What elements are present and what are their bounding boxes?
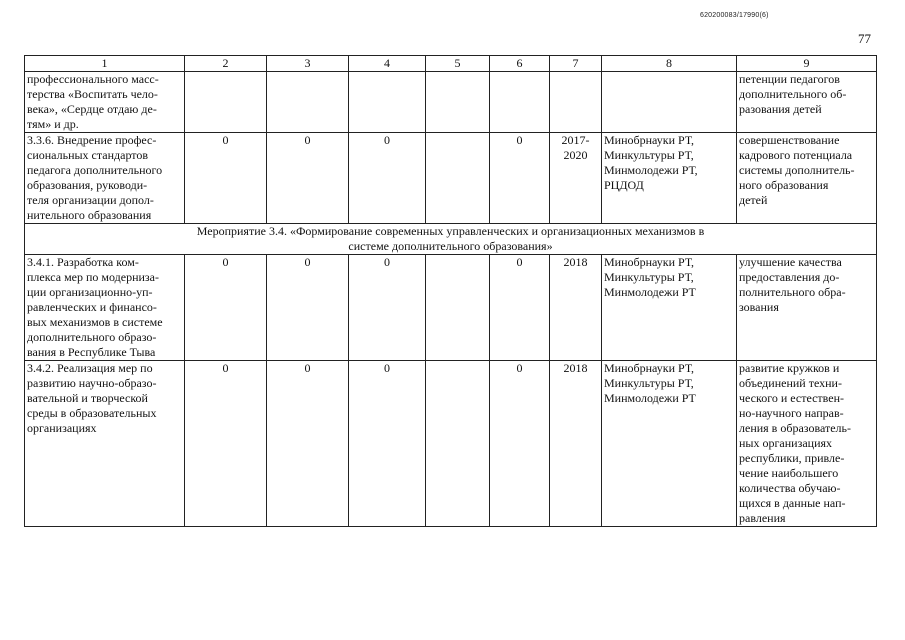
cell-value-col4: 0 xyxy=(349,255,426,361)
cell-period: 2018 xyxy=(550,255,602,361)
cell-value-col3: 0 xyxy=(267,255,349,361)
header-col-3: 3 xyxy=(267,56,349,72)
header-row xyxy=(25,56,877,72)
cell-value-col5 xyxy=(426,255,490,361)
cell-empty xyxy=(185,72,267,133)
cell-value-col2: 0 xyxy=(185,133,267,224)
cell-empty xyxy=(426,72,490,133)
cell-result: петенции педагогов дополнительного об- разования детей xyxy=(737,72,877,133)
cell-value-col4: 0 xyxy=(349,133,426,224)
cell-activity: 3.4.2. Реализация мер по развитию научно-образо- вательной и творческой среды в образовательных организациях xyxy=(25,361,185,527)
table-row-3-3-6 xyxy=(25,133,877,224)
document-code: 620200083/17990(6) xyxy=(700,12,769,19)
cell-period: 2017- 2020 xyxy=(550,133,602,224)
cell-executors: Минобрнауки РТ, Минкультуры РТ, Минмолодежи РТ, РЦДОД xyxy=(602,133,737,224)
page-number: 77 xyxy=(858,31,871,46)
cell-value-col5 xyxy=(426,133,490,224)
cell-executors: Минобрнауки РТ, Минкультуры РТ, Минмолодежи РТ xyxy=(602,361,737,527)
cell-result: развитие кружков и объединений техни- ческого и естествен- но-научного направ- ления в образователь- ных организациях республики, привле- чение наибольшего количества обучаю- щихся в данные нап- равления xyxy=(737,361,877,527)
cell-value-col3: 0 xyxy=(267,361,349,527)
header-col-8: 8 xyxy=(602,56,737,72)
cell-value-col6: 0 xyxy=(490,133,550,224)
header-col-7: 7 xyxy=(550,56,602,72)
cell-empty xyxy=(550,72,602,133)
table-row-3-4-2 xyxy=(25,361,877,527)
cell-value-col6: 0 xyxy=(490,361,550,527)
header-col-4: 4 xyxy=(349,56,426,72)
cell-value-col3: 0 xyxy=(267,133,349,224)
cell-empty xyxy=(267,72,349,133)
cell-activity: 3.3.6. Внедрение профес- сиональных стандартов педагога дополнительного образования, руководи- теля организации допол- нительного образования xyxy=(25,133,185,224)
table-row-3-4-1 xyxy=(25,255,877,361)
cell-empty xyxy=(602,72,737,133)
header-col-1: 1 xyxy=(25,56,185,72)
header-col-5: 5 xyxy=(426,56,490,72)
cell-period: 2018 xyxy=(550,361,602,527)
cell-value-col2: 0 xyxy=(185,361,267,527)
cell-value-col6: 0 xyxy=(490,255,550,361)
section-title: Мероприятие 3.4. «Формирование современных управленческих и организационных механизмов в системе дополнительного образования» xyxy=(25,224,877,255)
cell-value-col2: 0 xyxy=(185,255,267,361)
cell-result: совершенствование кадрового потенциала системы дополнитель- ного образования детей xyxy=(737,133,877,224)
header-col-9: 9 xyxy=(737,56,877,72)
cell-empty xyxy=(490,72,550,133)
cell-result: улучшение качества предоставления до- полнительного обра- зования xyxy=(737,255,877,361)
cell-activity: профессионального масс- терства «Воспитать чело- века», «Сердце отдаю де- тям» и др. xyxy=(25,72,185,133)
cell-empty xyxy=(349,72,426,133)
header-col-6: 6 xyxy=(490,56,550,72)
cell-value-col5 xyxy=(426,361,490,527)
header-col-2: 2 xyxy=(185,56,267,72)
cell-value-col4: 0 xyxy=(349,361,426,527)
cell-activity: 3.4.1. Разработка ком- плекса мер по модерниза- ции организационно-уп- равленческих и финансо- вых механизмов в системе дополнительного образо- вания в Республике Тыва xyxy=(25,255,185,361)
table-row-continuation xyxy=(25,72,877,133)
section-row-3-4 xyxy=(25,224,877,255)
program-table xyxy=(24,55,877,527)
cell-executors: Минобрнауки РТ, Минкультуры РТ, Минмолодежи РТ xyxy=(602,255,737,361)
